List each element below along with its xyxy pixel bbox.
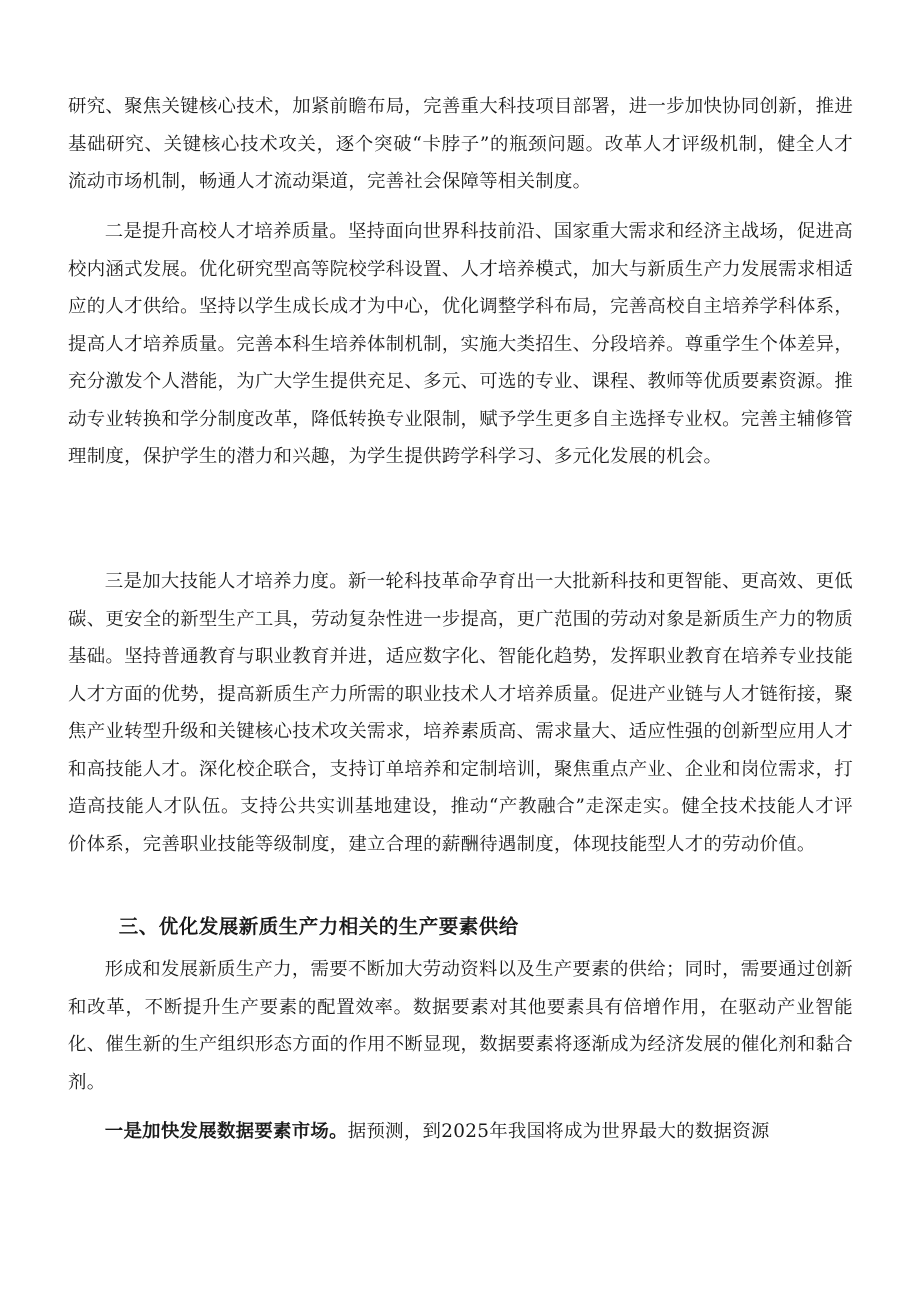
- paragraph-university-talent: 二是提升高校人才培养质量。坚持面向世界科技前沿、国家重大需求和经济主战场，促进高校内涵式发展。优化研究型高等院校学科设置、人才培养模式，加大与新质生产力发展需求相适应的人才供给。坚持以学生成长成才为中心，优化调整学科布局，完善高校自主培养学科体系，提高人才培养质量。完善本科生培养体制机制，实施大类招生、分段培养。尊重学生个体差异，充分激发个人潜能，为广大学生提供充足、多元、可选的专业、课程、教师等优质要素资源。推动专业转换和学分制度改革，降低转换专业限制，赋予学生更多自主选择专业权。完善主辅修管理制度，保护学生的潜力和兴趣，为学生提供跨学科学习、多元化发展的机会。: [68, 221, 854, 467]
- paragraph-lead-bold: 一是加快发展数据要素市场。: [104, 1121, 348, 1142]
- paragraph-skilled-talent: 三是加大技能人才培养力度。新一轮科技革命孕育出一大批新科技和更智能、更高效、更低碳、更安全的新型生产工具，劳动复杂性进一步提高，更广范围的劳动对象是新质生产力的物质基础。坚持普通教育与职业教育并进，适应数字化、智能化趋势，发挥职业教育在培养专业技能人才方面的优势，提高新质生产力所需的职业技术人才培养质量。促进产业链与人才链衔接，聚焦产业转型升级和关键核心技术攻关需求，培养素质高、需求量大、适应性强的创新型应用人才和高技能人才。深化校企联合，支持订单培养和定制培训，聚焦重点产业、企业和岗位需求，打造高技能人才队伍。支持公共实训基地建设，推动“产教融合”走深走实。健全技术技能人才评价体系，完善职业技能等级制度，建立合理的薪酬待遇制度，体现技能型人才的劳动价值。: [68, 571, 854, 855]
- paragraph-production-factors: 形成和发展新质生产力，需要不断加大劳动资料以及生产要素的供给；同时，需要通过创新和改革，不断提升生产要素的配置效率。数据要素对其他要素具有倍增作用，在驱动产业智能化、催生新的生产组织形态方面的作用不断显现，数据要素将逐渐成为经济发展的催化剂和黏合剂。: [68, 959, 854, 1093]
- paragraph-data-market: [68, 1113, 853, 1151]
- section-heading-3: 三、优化发展新质生产力相关的生产要素供给: [118, 915, 519, 938]
- paragraph-continuation: 研究、聚焦关键核心技术，加紧前瞻布局，完善重大科技项目部署，进一步加快协同创新，推进基础研究、关键核心技术攻关，逐个突破“卡脖子”的瓶颈问题。改革人才评级机制，健全人才流动市场机制，畅通人才流动渠道，完善社会保障等相关制度。: [68, 96, 854, 192]
- paragraph-body-text: 据预测，到2025年我国将成为世界最大的数据资源: [347, 1121, 770, 1142]
